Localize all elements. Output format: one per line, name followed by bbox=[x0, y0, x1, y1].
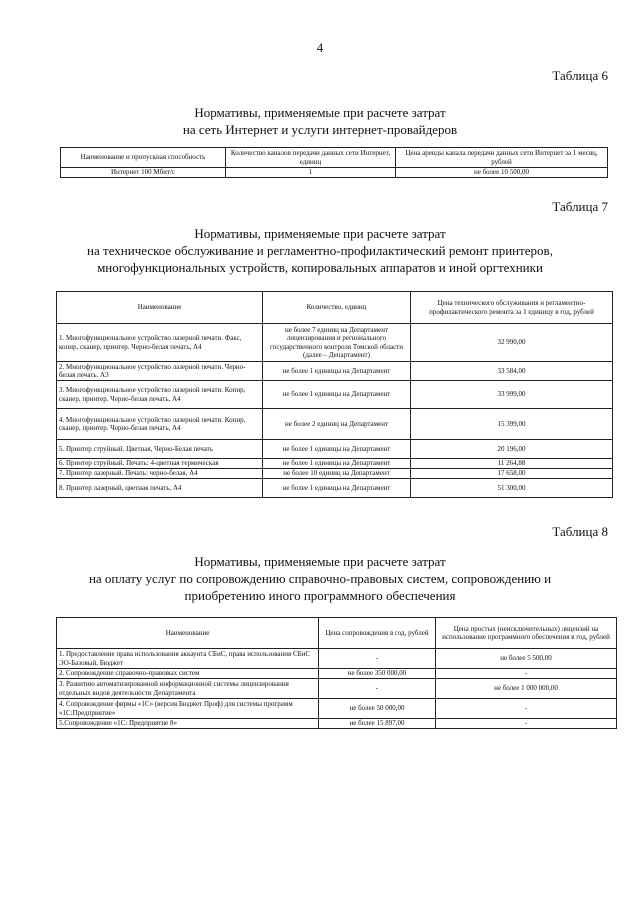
table8-header-row bbox=[57, 618, 617, 649]
table6-header-cell: Цена аренды канала передачи данных сети Интернет за 1 месяц, рублей bbox=[396, 148, 608, 168]
table8-title-line1: Нормативы, применяемые при расчете затрат bbox=[194, 554, 446, 569]
table-cell: 3. Развитию автоматизированной информационной системы лицензирования отдельных видов деятельности Департамента bbox=[57, 679, 319, 699]
table6-label: Таблица 6 bbox=[552, 68, 608, 83]
table-row bbox=[57, 362, 613, 381]
table8-title-line3: приобретению иного программного обеспечения bbox=[184, 588, 456, 603]
table-row bbox=[57, 679, 617, 699]
table-cell: - bbox=[319, 679, 436, 699]
table-cell: 4. Сопровождение фирмы «1С» (версия Бюджет Проф) для системы программ «1С:Предприятие» bbox=[57, 699, 319, 719]
table-cell: не более 5 500,00 bbox=[436, 649, 617, 669]
table8-header-cell: Цена сопровождения в год, рублей bbox=[319, 618, 436, 649]
table-cell: 7. Принтер лазерный. Печать: черно-белая, А4 bbox=[57, 469, 263, 479]
table-cell: 15 399,00 bbox=[411, 409, 613, 440]
table-cell: не более 1 единицы на Департамент bbox=[263, 381, 411, 409]
table-cell: - bbox=[436, 719, 617, 729]
table-row bbox=[57, 479, 613, 498]
table7-label: Таблица 7 bbox=[552, 199, 608, 214]
table6-title-line2: на сеть Интернет и услуги интернет-провайдеров bbox=[182, 122, 458, 137]
table-cell: не более 50 000,00 bbox=[319, 699, 436, 719]
table-cell: не более 1 000 000,00 bbox=[436, 679, 617, 699]
table6-header-row bbox=[61, 148, 608, 168]
table7 bbox=[56, 291, 613, 498]
table-cell: не более 15 897,00 bbox=[319, 719, 436, 729]
table-cell: 5. Принтер струйный. Цветная, Черно-Белая печать bbox=[57, 440, 263, 459]
table-row bbox=[61, 168, 608, 178]
table-cell: 20 196,00 bbox=[411, 440, 613, 459]
table-cell: - bbox=[319, 649, 436, 669]
table-row bbox=[57, 699, 617, 719]
page-number: 4 bbox=[316, 40, 324, 55]
table-cell: не более 1 единицы на Департамент bbox=[263, 362, 411, 381]
table6-title-line1: Нормативы, применяемые при расчете затрат bbox=[194, 105, 446, 120]
table-cell: 33 999,00 bbox=[411, 381, 613, 409]
table-row bbox=[57, 324, 613, 362]
table8-header-cell: Цена простых (неисключительных) лицензий на использование программного обеспечения в год, рублей bbox=[436, 618, 617, 649]
table8 bbox=[56, 617, 617, 729]
table-row bbox=[57, 409, 613, 440]
table8-header-cell: Наименование bbox=[57, 618, 319, 649]
table7-header-row bbox=[57, 292, 613, 324]
table-cell: не более 10 500,00 bbox=[396, 168, 608, 178]
table7-title-line2: на техническое обслуживание и регламентно-профилактический ремонт принтеров, bbox=[87, 243, 553, 258]
table7-title bbox=[40, 225, 600, 276]
table8-title-line2: на оплату услуг по сопровождению справочно-правовых систем, сопровождению и bbox=[88, 571, 552, 586]
table-row bbox=[57, 649, 617, 669]
table-row bbox=[57, 459, 613, 469]
table-cell: 51 300,00 bbox=[411, 479, 613, 498]
table8-label: Таблица 8 bbox=[552, 524, 608, 539]
table8-title bbox=[40, 553, 600, 604]
table6 bbox=[60, 147, 608, 178]
table-cell: 2. Сопровождение справочно-правовых систем bbox=[57, 669, 319, 679]
table-cell: не более 2 единиц на Департамент bbox=[263, 409, 411, 440]
table-cell: 11 264,88 bbox=[411, 459, 613, 469]
table-cell: 5.Сопровождение «1С: Предприятие 8» bbox=[57, 719, 319, 729]
table-cell: 1. Многофункциональное устройство лазерной печати. Факс, копир, сканер, принтер. Черно-белая печать, А4 bbox=[57, 324, 263, 362]
table-cell: 3. Многофункциональное устройство лазерной печати. Копир, сканер, принтер. Черно-белая печать, А4 bbox=[57, 381, 263, 409]
table7-title-line1: Нормативы, применяемые при расчете затрат bbox=[194, 226, 446, 241]
table-cell: не более 7 единиц на Департамент лицензирования и регионального государственного контроля Томской области (далее – Департамент) bbox=[263, 324, 411, 362]
table-cell: не более 1 единицы на Департамент bbox=[263, 459, 411, 469]
table-cell: не более 1 единицы на Департамент bbox=[263, 479, 411, 498]
table-cell: 6. Принтер струйный. Печать: 4-цветная термическая bbox=[57, 459, 263, 469]
table-cell: не более 1 единицы на Департамент bbox=[263, 440, 411, 459]
table-cell: 33 584,00 bbox=[411, 362, 613, 381]
table-cell: 8. Принтер лазерный, цветная печать, А4 bbox=[57, 479, 263, 498]
table6-title bbox=[40, 104, 600, 138]
table7-title-line3: многофункциональных устройств, копировальных аппаратов и иной оргтехники bbox=[97, 260, 543, 275]
table7-header-cell: Наименование bbox=[57, 292, 263, 324]
table-cell: 1 bbox=[226, 168, 396, 178]
table-row bbox=[57, 669, 617, 679]
table-cell: 2. Многофункциональное устройство лазерной печати. Черно-белая печать. А3 bbox=[57, 362, 263, 381]
table7-header-cell: Цена технического обслуживания и регламентно-профилактического ремонта за 1 единицу в год, рублей bbox=[411, 292, 613, 324]
table6-header-cell: Количество каналов передачи данных сети Интернет, единиц bbox=[226, 148, 396, 168]
table-row bbox=[57, 440, 613, 459]
table-cell: не более 350 000,00 bbox=[319, 669, 436, 679]
table-cell: - bbox=[436, 669, 617, 679]
table6-header-cell: Наименование и пропускная способность bbox=[61, 148, 226, 168]
table-cell: Интернет 100 Мбит/с bbox=[61, 168, 226, 178]
table-cell: не более 10 единиц на Департамент bbox=[263, 469, 411, 479]
table-cell: 1. Предоставление права использования аккаунта СБиС, права использования СБиС ЭО-Базовый, Бюджет bbox=[57, 649, 319, 669]
table-row bbox=[57, 469, 613, 479]
table-cell: 17 658,00 bbox=[411, 469, 613, 479]
table-cell: 4. Многофункциональное устройство лазерной печати. Копир, сканер, принтер. Черно-белая печать, А4 bbox=[57, 409, 263, 440]
table-row bbox=[57, 719, 617, 729]
table-cell: - bbox=[436, 699, 617, 719]
table-row bbox=[57, 381, 613, 409]
table7-header-cell: Количество, единиц bbox=[263, 292, 411, 324]
table-cell: 32 990,00 bbox=[411, 324, 613, 362]
